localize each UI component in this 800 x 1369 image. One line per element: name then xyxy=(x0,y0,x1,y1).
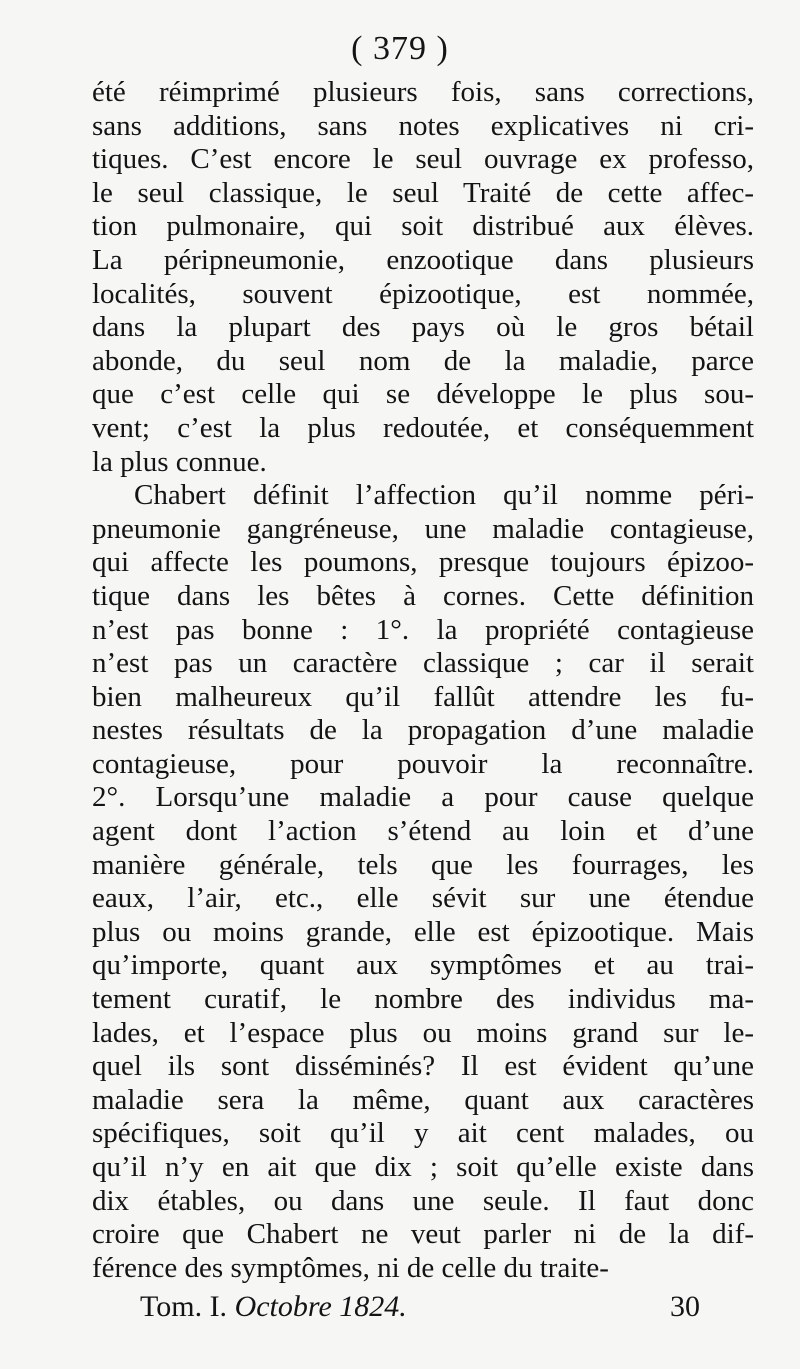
text-line: n’est pas bonne : 1°. la propriété contagieuse xyxy=(92,613,754,646)
text-line: spécifiques, soit qu’il y ait cent malades, ou xyxy=(92,1117,754,1150)
text-line: tique dans les bêtes à cornes. Cette définition xyxy=(92,579,754,612)
text-line: qui affecte les poumons, presque toujours épizoo- xyxy=(92,546,754,579)
text-line: localités, souvent épizootique, est nommée, xyxy=(92,277,754,310)
text-line: la plus connue. xyxy=(92,445,267,478)
text-line: La péripneumonie, enzootique dans plusieurs xyxy=(92,243,754,276)
text-line: 2°. Lorsqu’une maladie a pour cause quelque xyxy=(92,781,754,814)
text-line: bien malheureux qu’il fallût attendre les fu- xyxy=(92,680,754,713)
footer-volume xyxy=(140,1290,407,1324)
text-line: vent; c’est la plus redoutée, et conséquemment xyxy=(92,411,754,444)
text-line: contagieuse, pour pouvoir la reconnaître. xyxy=(92,747,754,780)
text-line: qu’importe, quant aux symptômes et au trai- xyxy=(92,949,754,982)
body-text xyxy=(92,76,754,1285)
text-line: tiques. C’est encore le seul ouvrage ex professo, xyxy=(92,143,754,176)
text-line: été réimprimé plusieurs fois, sans corrections, xyxy=(92,76,754,108)
text-line: agent dont l’action s’étend au loin et d’une xyxy=(92,815,754,848)
text-line: plus ou moins grande, elle est épizootique. Mais xyxy=(92,915,754,948)
text-line: tion pulmonaire, qui soit distribué aux élèves. xyxy=(92,210,754,243)
text-line: dans la plupart des pays où le gros bétail xyxy=(92,311,754,344)
footer-tome-label: Tom. I. xyxy=(140,1290,228,1323)
text-line: que c’est celle qui se développe le plus sou- xyxy=(92,378,754,411)
text-line: pneumonie gangréneuse, une maladie contagieuse, xyxy=(92,512,754,545)
footer-month-year: Octobre 1824. xyxy=(234,1290,407,1323)
text-line: eaux, l’air, etc., elle sévit sur une étendue xyxy=(92,882,754,915)
text-line: sans additions, sans notes explicatives ni cri- xyxy=(92,109,754,142)
text-line: quel ils sont disséminés? Il est évident qu’une xyxy=(92,1050,754,1083)
page-number: ( 379 ) xyxy=(351,30,449,67)
text-line: n’est pas un caractère classique ; car il serait xyxy=(92,647,754,680)
text-line: abonde, du seul nom de la maladie, parce xyxy=(92,344,754,377)
text-line: nestes résultats de la propagation d’une maladie xyxy=(92,714,754,747)
text-line: manière générale, tels que les fourrages, les xyxy=(92,848,754,881)
footer-signature-mark: 30 xyxy=(670,1290,700,1323)
text-line: lades, et l’espace plus ou moins grand sur le- xyxy=(92,1016,754,1049)
text-line: Chabert définit l’affection qu’il nomme péri- xyxy=(134,479,754,512)
page-footer xyxy=(140,1290,700,1324)
text-line: qu’il n’y en ait que dix ; soit qu’elle existe dans xyxy=(92,1151,754,1183)
text-line: dix étables, ou dans une seule. Il faut donc xyxy=(92,1184,754,1217)
text-line: croire que Chabert ne veut parler ni de la dif- xyxy=(92,1218,754,1251)
text-line: le seul classique, le seul Traité de cette affec- xyxy=(92,176,754,209)
text-line: maladie sera la même, quant aux caractères xyxy=(92,1083,754,1116)
text-line: tement curatif, le nombre des individus ma- xyxy=(92,983,754,1016)
text-line: férence des symptômes, ni de celle du traite- xyxy=(92,1251,609,1284)
